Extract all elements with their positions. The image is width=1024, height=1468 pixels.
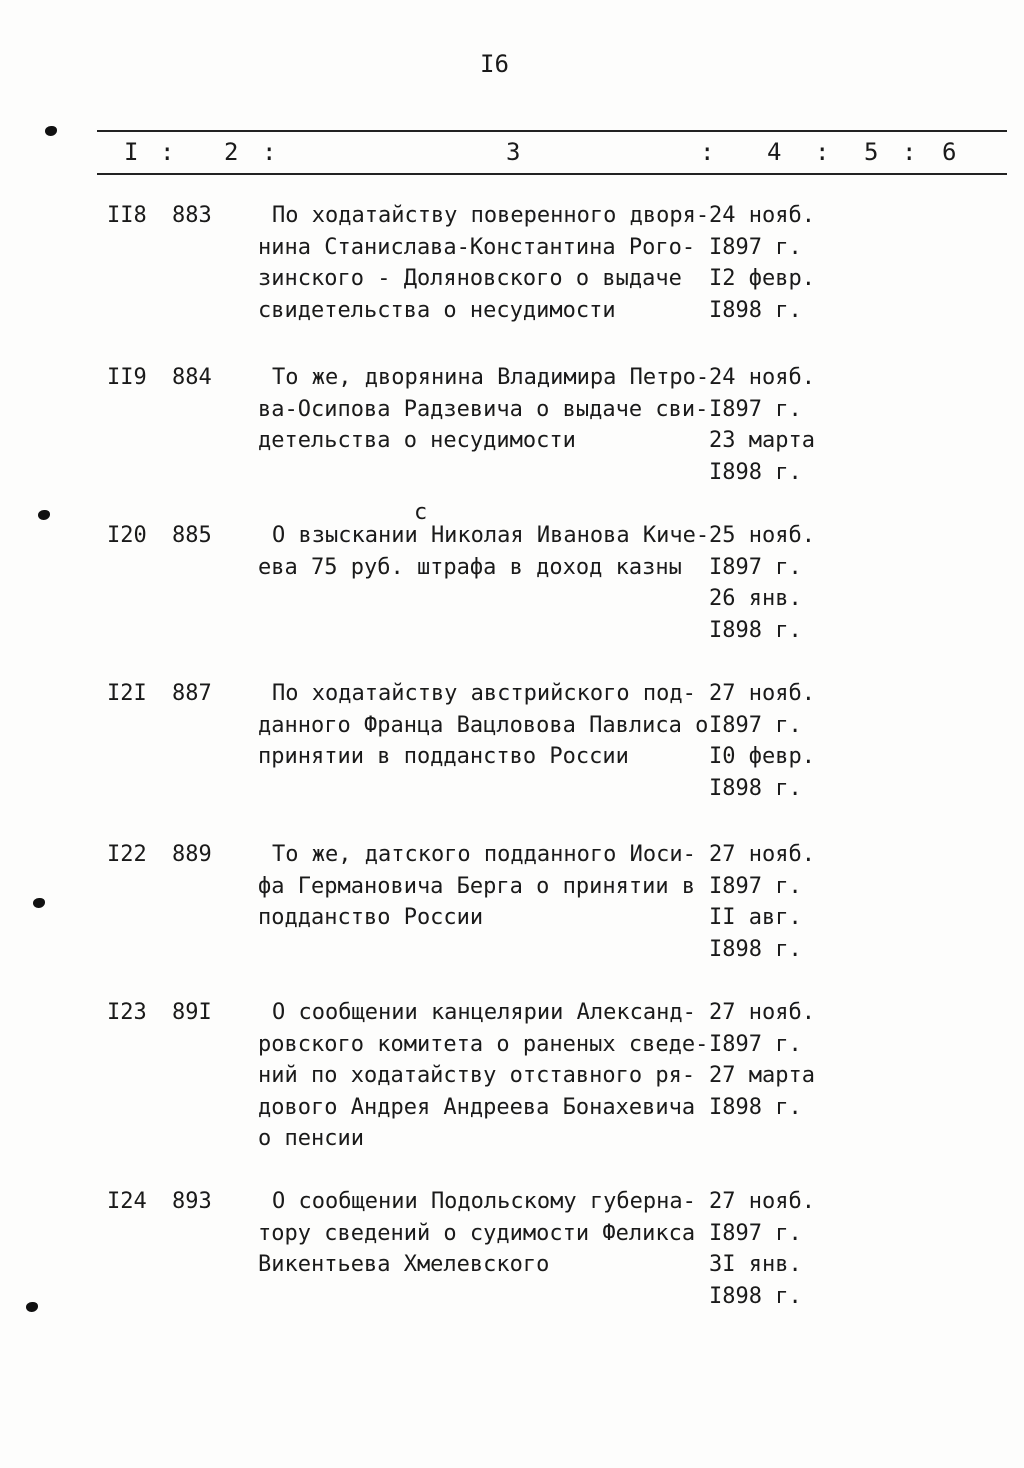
title-line: Викентьева Хмелевского xyxy=(258,1252,550,1277)
entry-dates xyxy=(709,839,829,965)
title-line: ева 75 руб. штрафа в доход казны xyxy=(258,554,682,580)
date-line: I897 г. xyxy=(709,554,802,580)
date-line: I898 г. xyxy=(709,297,802,323)
date-line: 3I янв. xyxy=(709,1252,802,1277)
title-line: То же, датского подданного Иоси- xyxy=(272,842,696,867)
date-line: 27 нояб. xyxy=(709,1000,815,1025)
column-separator: : xyxy=(262,138,277,166)
date-line: 27 нояб. xyxy=(709,1189,815,1214)
file-number: 883 xyxy=(172,203,212,228)
entry-number: II9 xyxy=(107,365,147,390)
entry-number: I24 xyxy=(107,1189,147,1214)
file-number: 89I xyxy=(172,1000,212,1025)
punch-hole-mark xyxy=(33,898,45,908)
file-number: 893 xyxy=(172,1189,212,1214)
entry-dates xyxy=(709,678,829,804)
title-line: ровского комитета о раненых сведе- xyxy=(258,1031,709,1057)
entry-number: I22 xyxy=(107,842,147,867)
file-number: 887 xyxy=(172,681,212,706)
entry-title xyxy=(258,678,708,773)
title-line: тору сведений о судимости Феликса xyxy=(258,1220,696,1246)
column-header-1: I xyxy=(124,138,139,166)
entry-number: I23 xyxy=(107,1000,147,1025)
title-line: детельства о несудимости xyxy=(258,428,576,453)
entry-dates xyxy=(709,362,829,488)
date-line: I898 г. xyxy=(709,1283,802,1309)
entry-dates xyxy=(709,200,829,326)
entry-dates xyxy=(709,1186,829,1312)
column-header-6: 6 xyxy=(942,138,957,166)
title-line: ва-Осипова Радзевича о выдаче сви- xyxy=(258,396,709,422)
title-line: О взыскании Николая Иванова Киче- xyxy=(272,523,710,548)
column-separator: : xyxy=(700,138,715,166)
entry-title xyxy=(258,520,708,583)
date-line: I897 г. xyxy=(709,1031,802,1057)
date-line: 24 нояб. xyxy=(709,203,815,228)
title-line: данного Франца Вацловова Павлиса о xyxy=(258,712,709,738)
date-line: 25 нояб. xyxy=(709,523,815,548)
title-line: принятии в подданство России xyxy=(258,744,629,769)
column-header-2: 2 xyxy=(224,138,239,166)
date-line: I897 г. xyxy=(709,234,802,260)
column-header-3: 3 xyxy=(506,138,521,166)
date-line: I897 г. xyxy=(709,396,802,422)
entry-title xyxy=(258,839,708,934)
entry-dates xyxy=(709,997,829,1123)
date-line: I2 февр. xyxy=(709,266,815,291)
date-line: 23 марта xyxy=(709,428,815,453)
title-line: По ходатайству поверенного дворя- xyxy=(272,203,710,228)
title-line: О сообщении канцелярии Александ- xyxy=(272,1000,696,1025)
date-line: II авг. xyxy=(709,905,802,930)
entry-title xyxy=(258,200,708,326)
title-line: По ходатайству австрийского под- xyxy=(272,681,696,706)
date-line: I897 г. xyxy=(709,1220,802,1246)
file-number: 884 xyxy=(172,365,212,390)
title-line: О сообщении Подольскому губерна- xyxy=(272,1189,696,1214)
date-line: 26 янв. xyxy=(709,586,802,611)
date-line: I898 г. xyxy=(709,617,802,643)
punch-hole-mark xyxy=(38,510,50,520)
date-line: I0 февр. xyxy=(709,744,815,769)
title-line: зинского - Доляновского о выдаче xyxy=(258,266,682,291)
column-separator: : xyxy=(160,138,175,166)
date-line: 27 нояб. xyxy=(709,681,815,706)
title-line: свидетельства о несудимости xyxy=(258,297,616,323)
column-header-4: 4 xyxy=(767,138,782,166)
column-separator: : xyxy=(815,138,830,166)
date-line: I897 г. xyxy=(709,712,802,738)
date-line: I897 г. xyxy=(709,873,802,899)
date-line: 27 марта xyxy=(709,1063,815,1088)
handwritten-correction: с xyxy=(414,500,428,525)
title-line: дового Андрея Андреева Бонахевича xyxy=(258,1094,696,1120)
page-number: I6 xyxy=(480,50,509,78)
title-line: нина Станислава-Константина Рого- xyxy=(258,234,696,260)
file-number: 889 xyxy=(172,842,212,867)
table-header-top-rule xyxy=(97,130,1007,132)
entry-title xyxy=(258,1186,708,1281)
title-line: То же, дворянина Владимира Петро- xyxy=(272,365,710,390)
table-column-header xyxy=(0,138,1024,168)
entry-title xyxy=(258,997,708,1155)
title-line: фа Германовича Берга о принятии в xyxy=(258,873,696,899)
entry-title xyxy=(258,362,708,457)
entry-number: I2I xyxy=(107,681,147,706)
file-number: 885 xyxy=(172,523,212,548)
punch-hole-mark xyxy=(26,1302,38,1312)
title-line: ний по ходатайству отставного ря- xyxy=(258,1063,696,1088)
date-line: I898 г. xyxy=(709,775,802,801)
table-header-bottom-rule xyxy=(97,173,1007,175)
date-line: 24 нояб. xyxy=(709,365,815,390)
column-header-5: 5 xyxy=(864,138,879,166)
date-line: 27 нояб. xyxy=(709,842,815,867)
entry-dates xyxy=(709,520,829,646)
title-line: подданство России xyxy=(258,905,484,930)
entry-number: II8 xyxy=(107,203,147,228)
column-separator: : xyxy=(902,138,917,166)
entry-number: I20 xyxy=(107,523,147,548)
title-line: о пенсии xyxy=(258,1126,364,1151)
date-line: I898 г. xyxy=(709,459,802,485)
date-line: I898 г. xyxy=(709,936,802,962)
punch-hole-mark xyxy=(45,126,57,136)
date-line: I898 г. xyxy=(709,1094,802,1120)
